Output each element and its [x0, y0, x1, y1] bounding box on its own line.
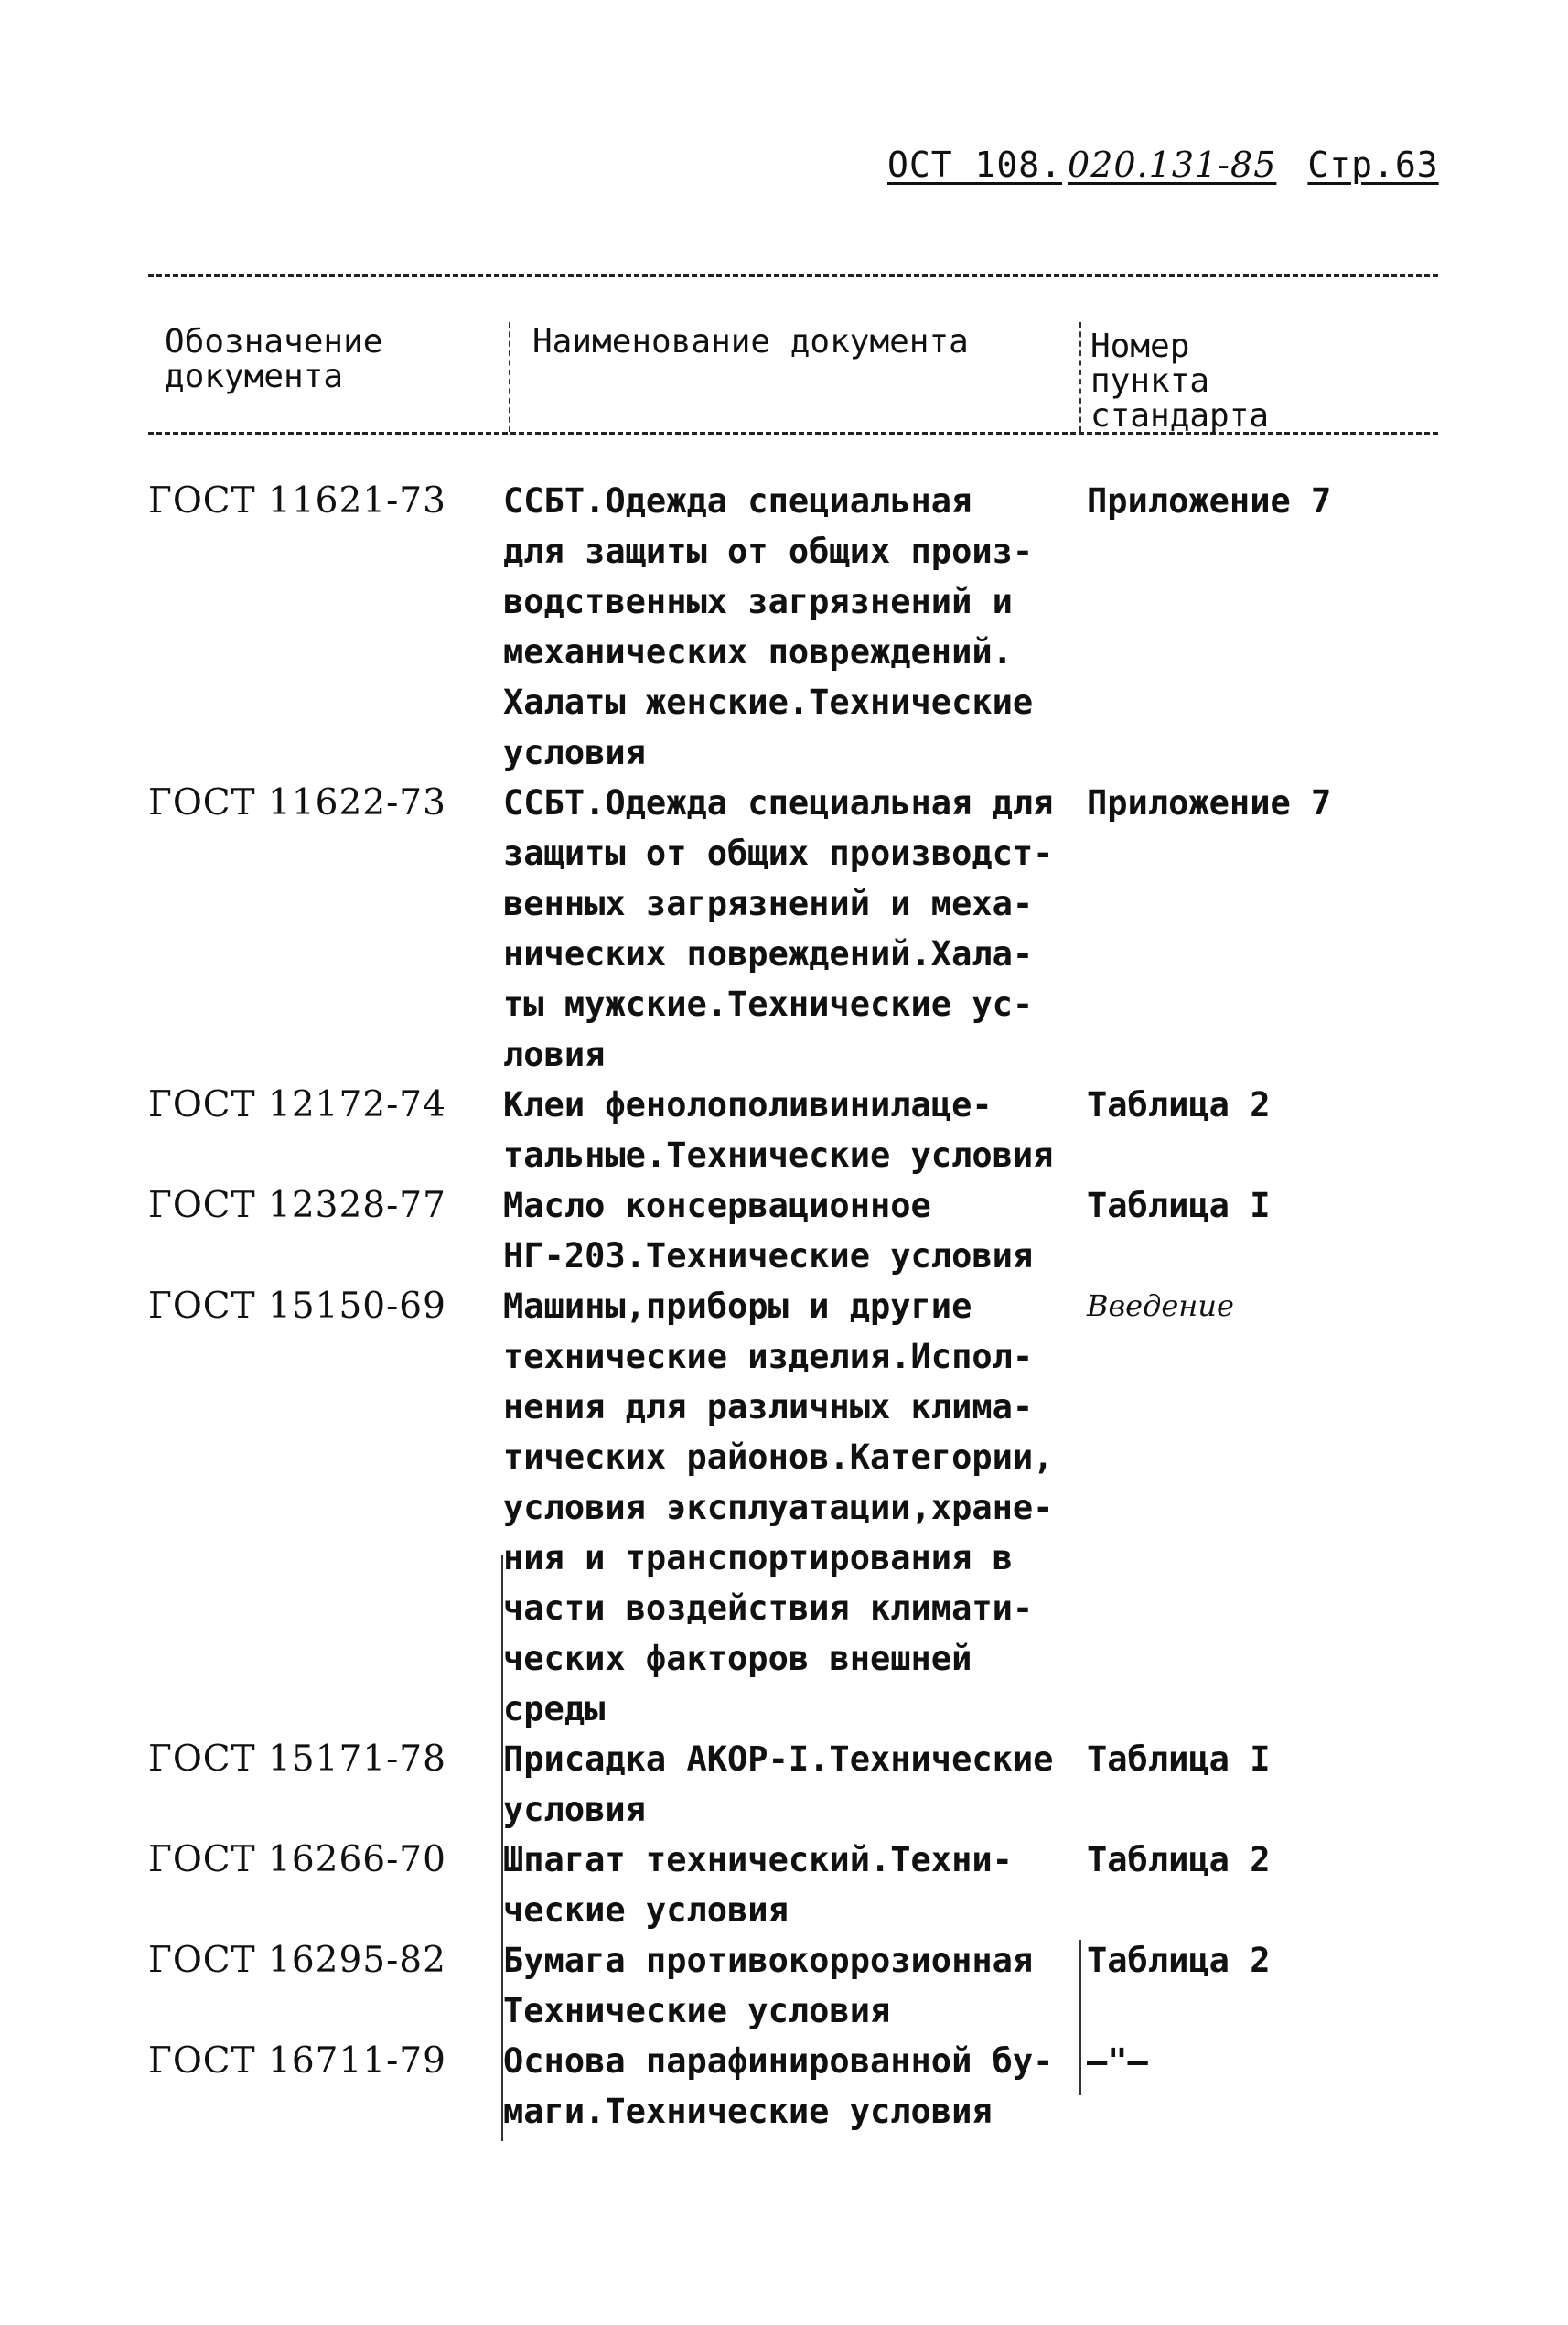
document-code: ГОСТ 11622-73 [148, 782, 446, 823]
document-code: ГОСТ 16711-79 [148, 2040, 446, 2082]
standard-item-ref-handwritten: Введение [1087, 1288, 1234, 1323]
standard-number: ОСТ 108. [887, 145, 1063, 185]
column-header-designation: Обозначение документа [165, 323, 383, 395]
table-row [148, 778, 1447, 1080]
column-header-item-number: Номер пункта стандарта [1090, 328, 1270, 435]
standard-item-ref: —"— [1087, 2041, 1148, 2081]
column-separator [1079, 322, 1081, 432]
standard-item-ref: Таблица 2 [1087, 1941, 1271, 1980]
document-code: ГОСТ 16295-82 [148, 1940, 446, 1981]
document-title: ССБТ.Одежда специальная для защиты от общих произ- водственных загрязнений и механических повреждений. Халаты женские.Технические условия [503, 481, 1034, 772]
standard-item-ref: Таблица 2 [1087, 1085, 1271, 1125]
table-row [148, 1935, 1447, 2036]
document-title: Основа парафинированной бу- маги.Технические условия [503, 2041, 1054, 2131]
table-row [148, 1734, 1447, 1835]
standard-item-ref: Таблица I [1087, 1186, 1271, 1225]
table-row [148, 476, 1447, 778]
document-title: Масло консервационное НГ-203.Технические условия [503, 1186, 1034, 1276]
table-row [148, 1080, 1447, 1180]
page-header [887, 145, 1439, 185]
document-title: Присадка АКОР-I.Технические условия [503, 1739, 1054, 1829]
column-rule [501, 1555, 503, 2141]
document-title: Бумага противокоррозионная Технические условия [503, 1941, 1034, 2030]
document-title: Машины,приборы и другие технические изделия.Испол- нения для различных клима- тических районов.Категории, условия эксплуатации,хране- ния и транспортирования в части воздействия климати- ческих факторов внешней среды [503, 1286, 1054, 1728]
header-bottom-rule [148, 432, 1438, 435]
standard-item-ref: Таблица I [1087, 1739, 1271, 1779]
references-table [148, 476, 1447, 2137]
table-row [148, 2036, 1447, 2137]
standard-item-ref: Приложение 7 [1087, 481, 1332, 521]
table-top-rule [148, 274, 1438, 277]
column-separator [509, 322, 510, 432]
document-title: Клеи фенолополивинилаце- тальные.Технические условия [503, 1085, 1054, 1175]
document-code: ГОСТ 12328-77 [148, 1185, 446, 1226]
table-row [148, 1835, 1447, 1935]
handwritten-standard-code: 020.131-85 [1068, 145, 1277, 185]
document-code: ГОСТ 15171-78 [148, 1738, 446, 1780]
page-number: Стр.63 [1307, 145, 1439, 185]
standard-item-ref: Приложение 7 [1087, 783, 1332, 823]
column-header-name: Наименование документа [532, 323, 969, 361]
document-code: ГОСТ 16266-70 [148, 1839, 446, 1880]
document-title: Шпагат технический.Техни- ческие условия [503, 1840, 1013, 1930]
document-code: ГОСТ 15150-69 [148, 1286, 446, 1327]
document-title: ССБТ.Одежда специальная для защиты от общих производст- венных загрязнений и меха- нических повреждений.Хала- ты мужские.Технические ус- ловия [503, 783, 1054, 1074]
document-code: ГОСТ 12172-74 [148, 1084, 446, 1125]
table-row [148, 1281, 1447, 1734]
document-code: ГОСТ 11621-73 [148, 480, 446, 522]
table-row [148, 1180, 1447, 1281]
standard-item-ref: Таблица 2 [1087, 1840, 1271, 1879]
column-rule [1079, 1940, 1081, 2095]
